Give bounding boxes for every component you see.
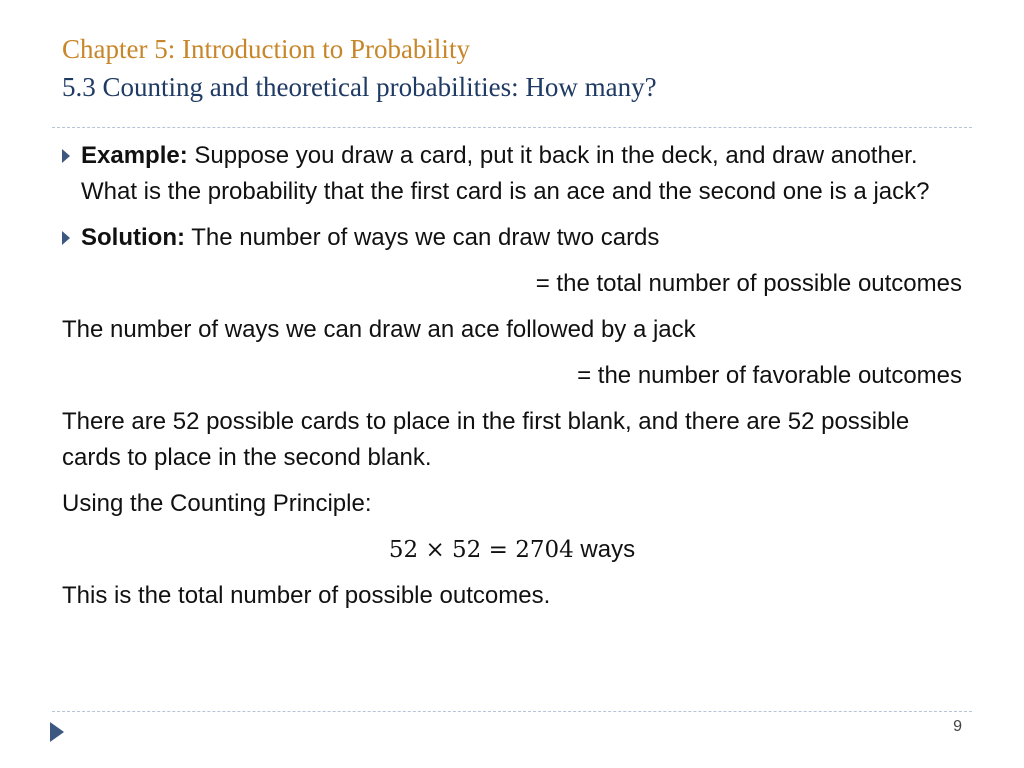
example-text: Suppose you draw a card, put it back in the deck, and draw another. What is the probability that the first card is an ace and the second one is a jack? xyxy=(81,142,930,205)
footer-arrow-icon xyxy=(50,722,64,742)
solution-bullet xyxy=(62,220,962,256)
equation-line xyxy=(62,532,962,568)
counting-principle-line: Using the Counting Principle: xyxy=(62,490,372,517)
page-number: 9 xyxy=(953,718,962,735)
section-title: 5.3 Counting and theoretical probabilities: How many? xyxy=(62,72,657,102)
solution-label: Solution: xyxy=(81,224,185,251)
slide-body xyxy=(62,138,962,624)
conclusion-line: This is the total number of possible outcomes. xyxy=(62,582,551,609)
slide-title xyxy=(62,30,982,106)
triangle-bullet-icon xyxy=(62,149,70,163)
equation-unit: ways xyxy=(580,536,636,563)
chapter-title: Chapter 5: Introduction to Probability xyxy=(62,34,470,64)
top-divider xyxy=(52,127,972,128)
cards-explanation: There are 52 possible cards to place in the first blank, and there are 52 possible cards to place in the second blank. xyxy=(62,408,910,471)
solution-text: The number of ways we can draw two cards xyxy=(191,224,660,251)
ace-jack-line: The number of ways we can draw an ace followed by a jack xyxy=(62,316,696,343)
bottom-divider xyxy=(52,711,972,712)
example-bullet xyxy=(62,138,962,210)
example-label: Example: xyxy=(81,142,188,169)
triangle-bullet-icon xyxy=(62,231,70,245)
favorable-outcomes-line: = the number of favorable outcomes xyxy=(577,362,962,389)
total-outcomes-line: = the total number of possible outcomes xyxy=(535,270,962,297)
equation: 52 × 52 = 2704 xyxy=(388,537,574,563)
